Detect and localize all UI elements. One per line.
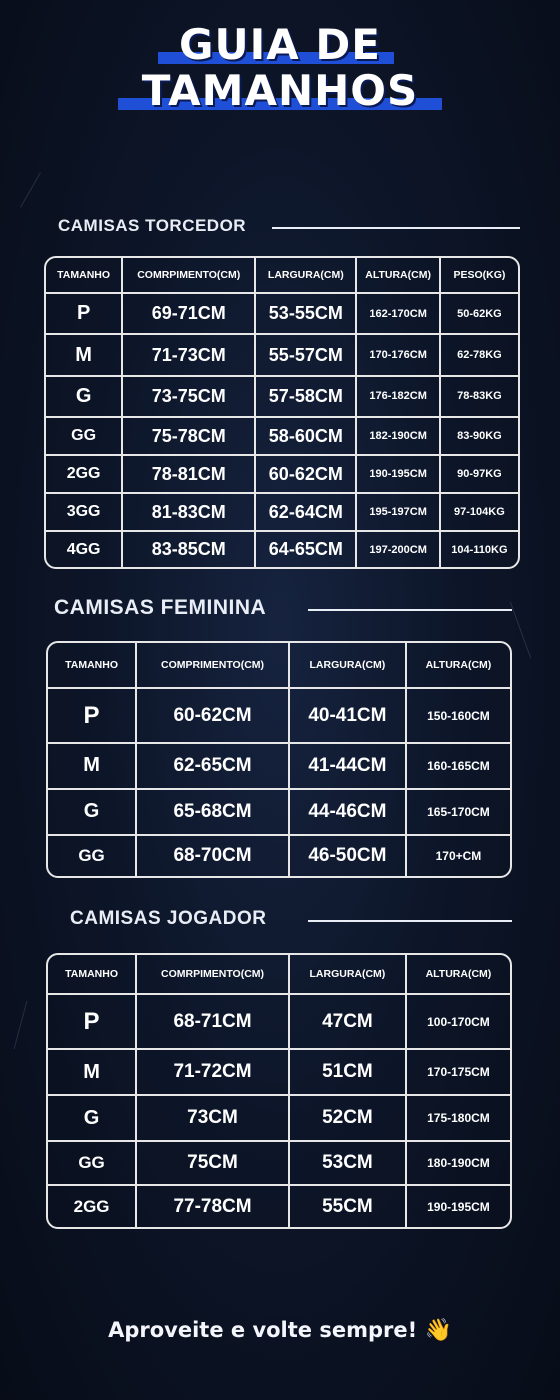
height-cell: 197-200CM [357, 532, 440, 567]
background-streak [510, 602, 531, 659]
height-cell: 182-190CM [357, 418, 440, 456]
length-cell: 68-70CM [137, 836, 290, 876]
header-cell: ALTURA(CM) [357, 258, 440, 294]
weight-cell: 83-90KG [441, 418, 518, 456]
header-cell: TAMANHO [48, 643, 137, 689]
width-cell: 62-64CM [256, 494, 357, 532]
table-row [46, 494, 518, 532]
size-cell: 3GG [46, 494, 123, 532]
height-cell: 190-195CM [427, 1199, 490, 1214]
section-rule [308, 609, 512, 611]
length-cell: 68-71CM [137, 995, 290, 1050]
table-row [48, 1186, 510, 1227]
table-row [48, 836, 510, 876]
height-cell: 100-170CM [407, 995, 510, 1050]
height-cell: 176-182CM [357, 377, 440, 418]
size-cell: GG [46, 418, 123, 456]
header-cell: LARGURA(CM) [290, 955, 407, 995]
table-row [48, 689, 510, 744]
width-cell: 47CM [290, 995, 407, 1050]
table-row [46, 418, 518, 456]
section-rule [272, 227, 520, 229]
width-cell: 44-46CM [290, 790, 407, 836]
height-cell: 170+CM [435, 848, 482, 863]
header-cell: COMRPIMENTO(CM) [137, 955, 290, 995]
section-title-feminina: CAMISAS FEMININA [54, 596, 267, 619]
length-cell: 75-78CM [123, 418, 256, 456]
length-cell: 81-83CM [123, 494, 256, 532]
weight-cell: 104-110KG [451, 543, 508, 556]
weight-cell: 90-97KG [441, 456, 518, 494]
height-cell: 162-170CM [357, 294, 440, 335]
width-cell: 55-57CM [256, 335, 357, 376]
section-rule [308, 920, 512, 922]
table-row [48, 995, 510, 1050]
length-cell: 83-85CM [123, 532, 256, 567]
size-cell: M [48, 1050, 137, 1096]
length-cell: 78-81CM [123, 456, 256, 494]
header-cell: TAMANHO [46, 258, 123, 294]
size-cell: P [48, 689, 137, 744]
size-cell: M [48, 744, 137, 790]
width-cell: 53-55CM [256, 294, 357, 335]
weight-cell: 50-62KG [441, 294, 518, 335]
length-cell: 75CM [137, 1142, 290, 1186]
width-cell: 64-65CM [256, 532, 357, 567]
table-row [48, 1050, 510, 1096]
size-table-feminina [46, 641, 512, 878]
size-cell: GG [48, 1142, 137, 1186]
background-streak [20, 172, 41, 207]
size-cell: GG [48, 836, 137, 876]
height-cell: 190-195CM [357, 456, 440, 494]
width-cell: 58-60CM [256, 418, 357, 456]
height-cell: 150-160CM [407, 689, 510, 744]
table-row [46, 335, 518, 376]
length-cell: 73CM [137, 1096, 290, 1142]
table-row [46, 456, 518, 494]
width-cell: 55CM [290, 1186, 407, 1227]
header-cell: COMPRIMENTO(CM) [137, 643, 290, 689]
table-row [46, 294, 518, 335]
width-cell: 41-44CM [290, 744, 407, 790]
size-cell: G [48, 790, 137, 836]
table-row [48, 790, 510, 836]
size-cell: 2GG [46, 456, 123, 494]
title-line-2: TAMANHOS [141, 66, 419, 115]
weight-cell: 97-104KG [441, 494, 518, 532]
section-title-jogador: CAMISAS JOGADOR [70, 908, 267, 929]
height-cell: 195-197CM [357, 494, 440, 532]
background-streak [14, 1001, 28, 1050]
header-cell: LARGURA(CM) [290, 643, 407, 689]
height-cell: 175-180CM [407, 1096, 510, 1142]
header-cell: ALTURA(CM) [407, 643, 510, 689]
table-row [46, 377, 518, 418]
header-cell: TAMANHO [48, 955, 137, 995]
width-cell: 46-50CM [290, 836, 407, 876]
width-cell: 57-58CM [256, 377, 357, 418]
section-title-torcedor: CAMISAS TORCEDOR [58, 216, 247, 235]
height-cell: 170-176CM [357, 335, 440, 376]
size-cell: M [46, 335, 123, 376]
header-cell: LARGURA(CM) [256, 258, 357, 294]
width-cell: 51CM [290, 1050, 407, 1096]
length-cell: 60-62CM [137, 689, 290, 744]
height-cell: 170-175CM [407, 1050, 510, 1096]
header-cell: COMRPIMENTO(CM) [123, 258, 256, 294]
title-line-1: GUIA DE [179, 20, 381, 69]
table-row [48, 744, 510, 790]
width-cell: 52CM [290, 1096, 407, 1142]
height-cell: 160-165CM [407, 744, 510, 790]
footer-message [0, 1318, 560, 1343]
length-cell: 69-71CM [123, 294, 256, 335]
page-title [0, 22, 560, 114]
waving-hand-icon: 👋 [424, 1318, 452, 1343]
table-row [48, 1142, 510, 1186]
size-cell: P [48, 995, 137, 1050]
size-cell: 2GG [48, 1186, 137, 1227]
width-cell: 60-62CM [256, 456, 357, 494]
size-cell: 4GG [46, 532, 123, 567]
width-cell: 53CM [290, 1142, 407, 1186]
table-row [48, 1096, 510, 1142]
footer-text: Aproveite e volte sempre! [108, 1318, 418, 1342]
size-table-torcedor [44, 256, 520, 569]
length-cell: 65-68CM [137, 790, 290, 836]
length-cell: 77-78CM [137, 1186, 290, 1227]
length-cell: 71-72CM [137, 1050, 290, 1096]
width-cell: 40-41CM [290, 689, 407, 744]
header-cell: PESO(KG) [441, 258, 518, 294]
height-cell: 180-190CM [407, 1142, 510, 1186]
weight-cell: 62-78KG [441, 335, 518, 376]
weight-cell: 78-83KG [441, 377, 518, 418]
length-cell: 73-75CM [123, 377, 256, 418]
size-cell: G [48, 1096, 137, 1142]
header-cell: ALTURA(CM) [407, 955, 510, 995]
size-table-jogador [46, 953, 512, 1229]
table-row [46, 532, 518, 567]
size-cell: G [46, 377, 123, 418]
height-cell: 165-170CM [407, 790, 510, 836]
length-cell: 71-73CM [123, 335, 256, 376]
length-cell: 62-65CM [137, 744, 290, 790]
size-cell: P [46, 294, 123, 335]
